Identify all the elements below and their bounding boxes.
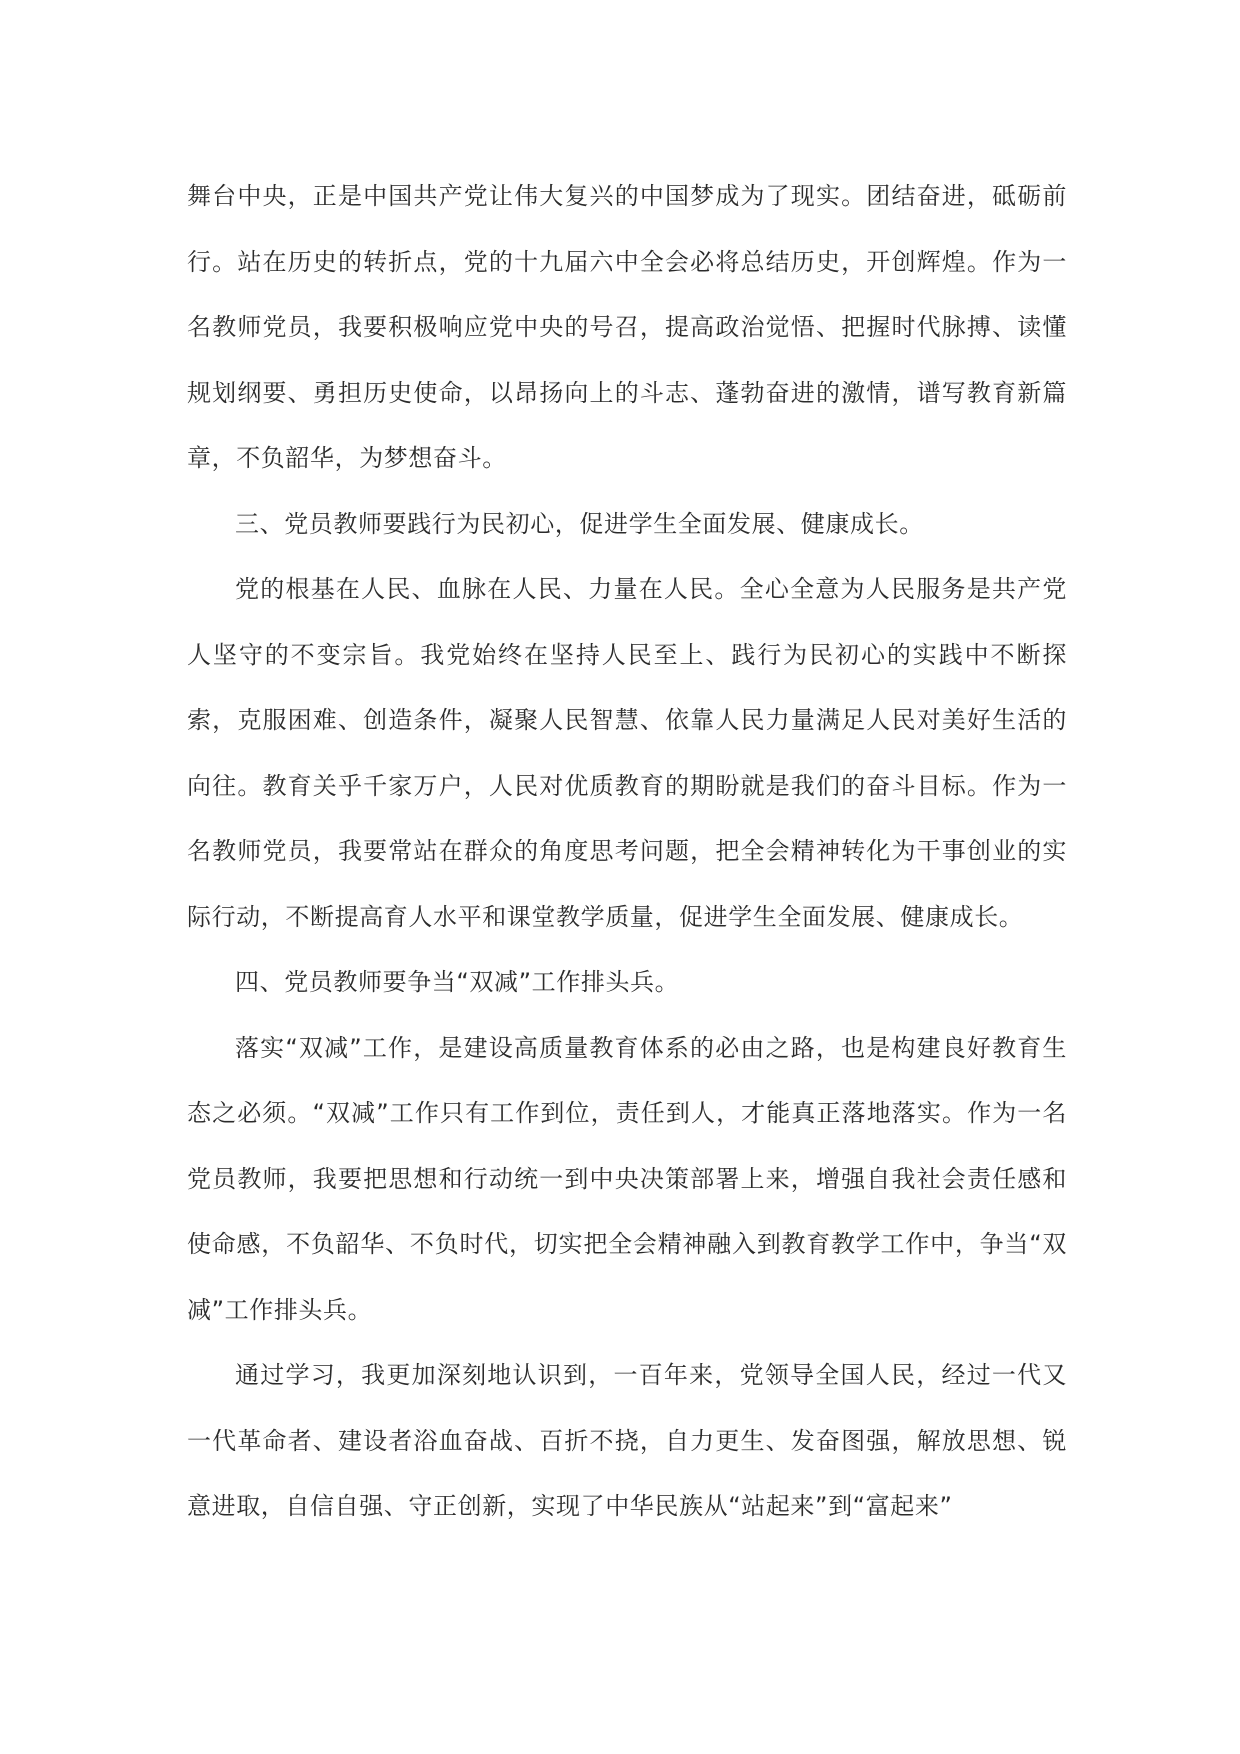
paragraph-3: 落实“双减”工作，是建设高质量教育体系的必由之路，也是构建良好教育生态之必须。“双减”工作只有工作到位，责任到人，才能真正落地落实。作为一名党员教师，我要把思想和行动统一到中央决策部署上来，增强自我社会责任感和使命感，不负韶华、不负时代，切实把全会精神融入到教育教学工作中，争当“双减”工作排头兵。	[187, 1033, 1067, 1324]
paragraph-1: 舞台中央，正是中国共产党让伟大复兴的中国梦成为了现实。团结奋进，砥砺前行。站在历史的转折点，党的十九届六中全会必将总结历史，开创辉煌。作为一名教师党员，我要积极响应党中央的号召，提高政治觉悟、把握时代脉搏、读懂规划纲要、勇担历史使命，以昂扬向上的斗志、蓬勃奋进的激情，谱写教育新篇章，不负韶华，为梦想奋斗。	[187, 182, 1067, 472]
section-heading-3: 三、党员教师要践行为民初心，促进学生全面发展、健康成长。	[235, 509, 924, 538]
section-heading-4: 四、党员教师要争当“双减”工作排头兵。	[235, 968, 680, 996]
paragraph-4: 通过学习，我更加深刻地认识到，一百年来，党领导全国人民，经过一代又一代革命者、建设者浴血奋战、百折不挠，自力更生、发奋图强，解放思想、锐意进取，自信自强、守正创新，实现了中华民族从“站起来”到“富起来”	[187, 1361, 1067, 1520]
paragraph-2: 党的根基在人民、血脉在人民、力量在人民。全心全意为人民服务是共产党人坚守的不变宗旨。我党始终在坚持人民至上、践行为民初心的实践中不断探索，克服困难、创造条件，凝聚人民智慧、依靠人民力量满足人民对美好生活的向往。教育关乎千家万户，人民对优质教育的期盼就是我们的奋斗目标。作为一名教师党员，我要常站在群众的角度思考问题，把全会精神转化为干事创业的实际行动，不断提高育人水平和课堂教学质量，促进学生全面发展、健康成长。	[187, 575, 1067, 931]
document-body	[187, 164, 1067, 1540]
